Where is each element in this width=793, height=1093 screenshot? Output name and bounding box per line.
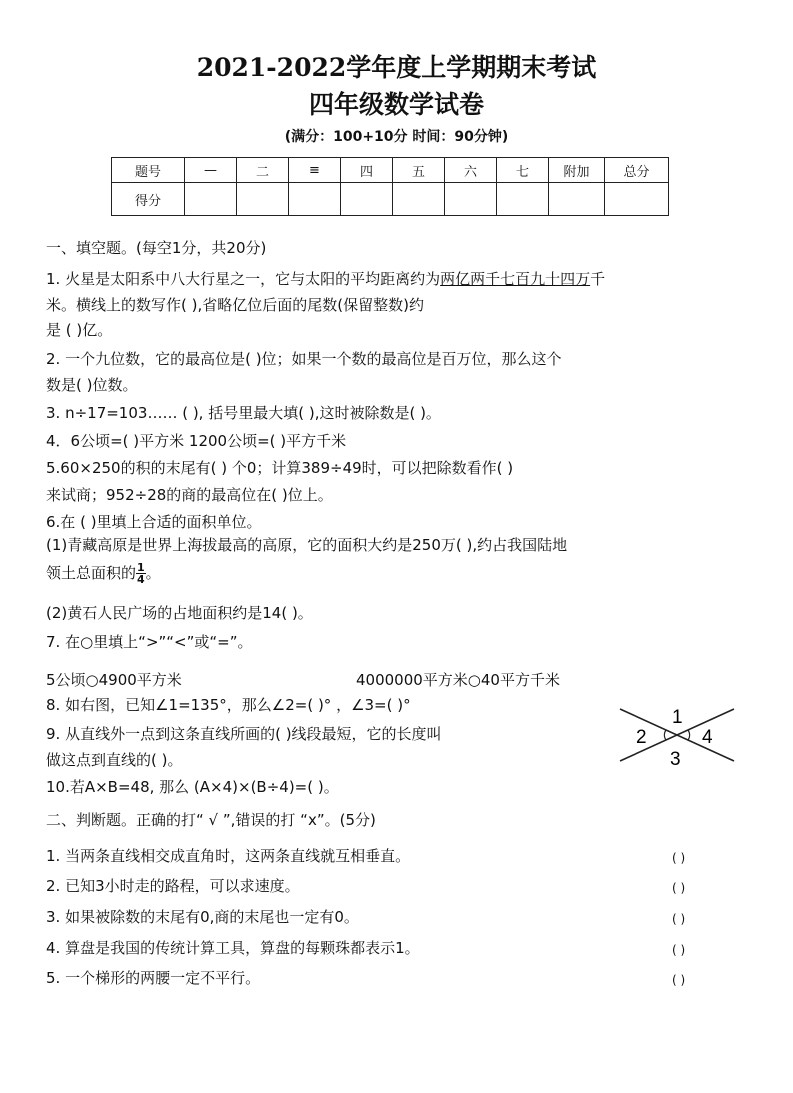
section1-title: 一、填空题。(每空1分，共20分) xyxy=(46,239,267,257)
q6-part1-line1: (1)青藏高原是世界上海拔最高的高原，它的面积大约是250万( ),约占我国陆地 xyxy=(46,536,568,554)
score-row-label: 得分 xyxy=(112,183,185,216)
score-header-cell: 题号 xyxy=(112,158,185,183)
q2-line2: 数是( )位数。 xyxy=(46,376,138,394)
score-cell[interactable] xyxy=(185,183,237,216)
judge-item-3: 3. 如果被除数的末尾有0,商的末尾也一定有0。 xyxy=(46,908,359,926)
judge-item-1: 1. 当两条直线相交成直角时，这两条直线就互相垂直。 xyxy=(46,847,411,865)
score-header-cell: 附加 xyxy=(549,158,605,183)
score-cell[interactable] xyxy=(237,183,289,216)
q1-underlined-number: 两亿两千七百九十四万 xyxy=(440,270,591,288)
score-header-cell: 六 xyxy=(445,158,497,183)
intersecting-lines-figure xyxy=(616,703,740,769)
score-header-cell: — xyxy=(185,158,237,183)
score-header-cell: 五 xyxy=(393,158,445,183)
q7-compare-a: 5公顷○4900平方米 xyxy=(46,671,182,689)
q6-text: 领土总面积的 xyxy=(46,564,137,582)
score-cell[interactable] xyxy=(341,183,393,216)
score-cell[interactable] xyxy=(605,183,669,216)
q6-part2: (2)黄石人民广场的占地面积约是14( )。 xyxy=(46,604,313,622)
answer-paren-2[interactable]: ( ) xyxy=(672,881,686,895)
q4-line: 4．6公顷=( )平方米 1200公顷=( )平方千米 xyxy=(46,432,347,450)
score-header-cell: 二 xyxy=(237,158,289,183)
score-cell[interactable] xyxy=(445,183,497,216)
q9-line1: 9. 从直线外一点到这条直线所画的( )线段最短，它的长度叫 xyxy=(46,725,442,743)
q1-text: 1. 火星是太阳系中八大行星之一，它与太阳的平均距离约为 xyxy=(46,270,441,288)
q1-text-end: 千 xyxy=(590,270,606,288)
exam-title: 2021-2022学年度上学期期末考试 xyxy=(196,53,597,82)
q6-part1-line2 xyxy=(46,561,161,585)
answer-paren-4[interactable]: ( ) xyxy=(672,943,686,957)
fraction xyxy=(136,562,146,585)
angle-arc-right xyxy=(688,730,690,740)
angle-label-4: 4 xyxy=(702,727,713,748)
angle-arc-left xyxy=(664,730,666,740)
judge-item-2: 2. 已知3小时走的路程，可以求速度。 xyxy=(46,877,300,895)
q7-intro: 7. 在○里填上“>”“<”或“=”。 xyxy=(46,633,253,651)
score-cell[interactable] xyxy=(497,183,549,216)
fraction-denominator: 4 xyxy=(137,573,145,586)
q1-line2: 米。横线上的数写作( ),省略亿位后面的尾数(保留整数)约 xyxy=(46,296,424,314)
section2-title: 二、判断题。正确的打“ √ ”,错误的打 “x”。(5分) xyxy=(46,811,376,829)
score-cell[interactable] xyxy=(393,183,445,216)
score-header-cell: ≡ xyxy=(289,158,341,183)
score-table xyxy=(111,157,669,216)
q3-line: 3. n÷17=103…… ( ), 括号里最大填( ),这时被除数是( )。 xyxy=(46,404,441,422)
q8-line: 8. 如右图，已知∠1=135°，那么∠2=( )° ，∠3=( )° xyxy=(46,696,411,714)
q5-line2: 来试商；952÷28的商的最高位在( )位上。 xyxy=(46,486,333,504)
exam-subtitle: 四年级数学试卷 xyxy=(308,90,484,119)
q1-line1 xyxy=(46,269,605,289)
score-cell[interactable] xyxy=(289,183,341,216)
exam-info: (满分：100+10分 时间：90分钟) xyxy=(284,129,509,145)
answer-paren-5[interactable]: ( ) xyxy=(672,973,686,987)
score-header-cell: 四 xyxy=(341,158,393,183)
q1-line3: 是 ( )亿。 xyxy=(46,321,113,339)
score-header-cell: 七 xyxy=(497,158,549,183)
judge-item-4: 4. 算盘是我国的传统计算工具，算盘的每颗珠都表示1。 xyxy=(46,939,420,957)
angle-label-3: 3 xyxy=(670,749,681,769)
angle-label-2: 2 xyxy=(636,727,647,748)
q7-compare-b: 4000000平方米○40平方千米 xyxy=(356,671,560,689)
q6-text-end: 。 xyxy=(145,564,161,582)
judge-item-5: 5. 一个梯形的两腰一定不平行。 xyxy=(46,969,261,987)
score-table-header-row xyxy=(112,158,669,183)
angle-label-1: 1 xyxy=(672,707,683,728)
answer-paren-3[interactable]: ( ) xyxy=(672,912,686,926)
score-header-cell: 总分 xyxy=(605,158,669,183)
score-cell[interactable] xyxy=(549,183,605,216)
q6-intro: 6.在 ( )里填上合适的面积单位。 xyxy=(46,513,262,531)
score-table-score-row xyxy=(112,183,669,216)
q10-line: 10.若A×B=48, 那么 (A×4)×(B÷4)=( )。 xyxy=(46,778,339,796)
answer-paren-1[interactable]: ( ) xyxy=(672,851,686,865)
q5-line1: 5.60×250的积的末尾有( ) 个0；计算389÷49时，可以把除数看作( ) xyxy=(46,459,514,477)
fraction-numerator: 1 xyxy=(137,561,145,574)
q2-line1: 2. 一个九位数，它的最高位是( )位；如果一个数的最高位是百万位，那么这个 xyxy=(46,350,562,368)
q9-line2: 做这点到直线的( )。 xyxy=(46,751,183,769)
